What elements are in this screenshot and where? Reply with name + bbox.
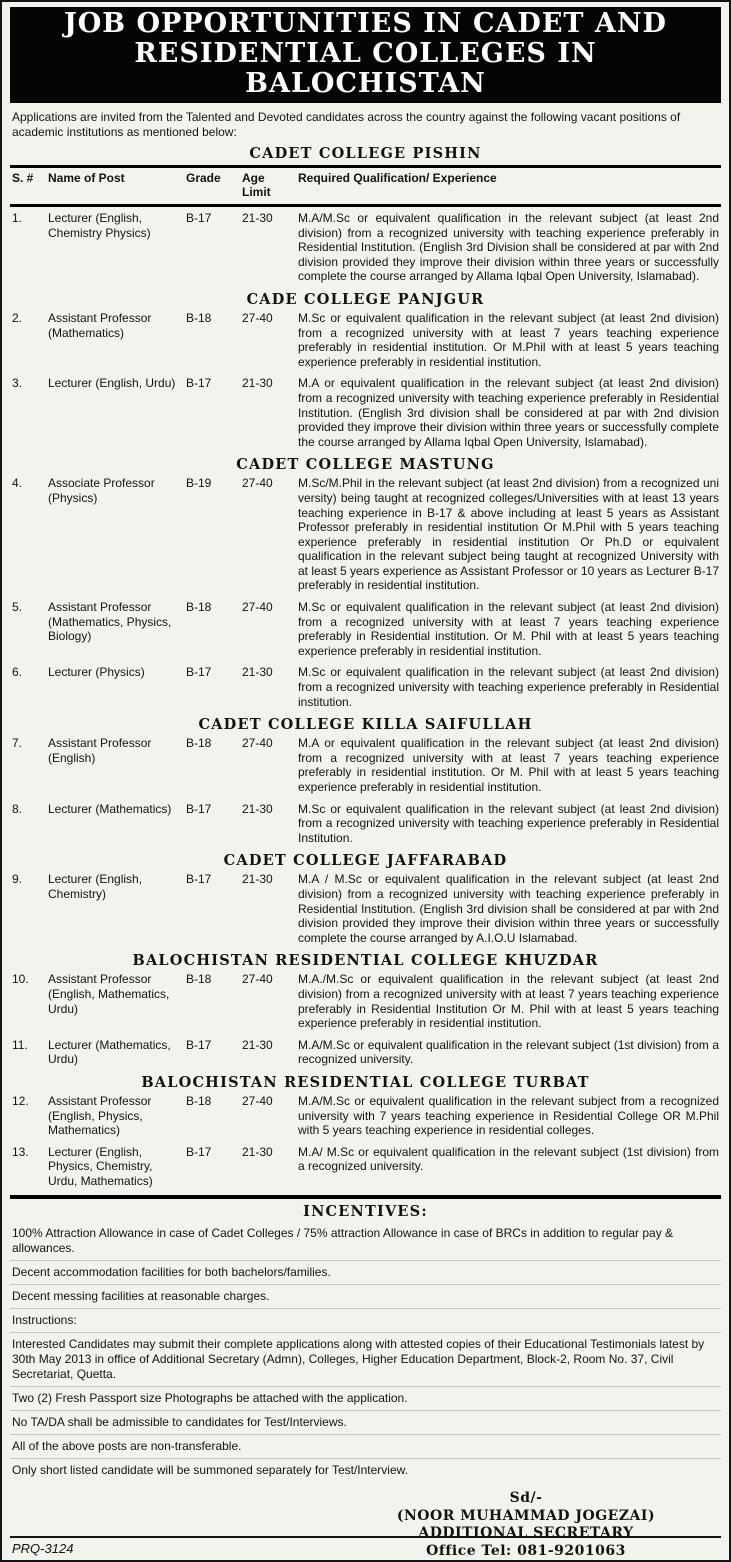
cell-grade: B-18 — [186, 600, 212, 615]
cell-grade: B-18 — [186, 310, 212, 325]
col-header-age: Age Limit — [242, 171, 271, 199]
cell-age: 27-40 — [242, 1093, 273, 1108]
cell-serial: 2. — [12, 310, 23, 325]
section-heading-jaffarabad: CADET COLLEGE JAFFARABAD — [223, 852, 508, 870]
cell-serial: 11. — [12, 1037, 28, 1052]
cell-grade: B-17 — [186, 211, 212, 225]
incentives-section — [10, 1195, 721, 1482]
cell-age: 21-30 — [242, 872, 273, 887]
cell-qualification: M.A or equivalent qualification in the relevant subject (at least 2nd division) from a recognized university with at least 7 years teaching experience preferably in residential institution. Or M. Phil with at least 5 years teaching experience preferably in residential institution. — [298, 736, 719, 794]
cell-qualification: M.Sc/M.Phil in the relevant subject (at least 2nd division) from a recognized uni versity) being taught at recognized colleges/Universities with at least 13 years teaching experience in B-17 & above including at least 5 years as Assistant Professor preferably in residential institution Or M.Phil with 5 years teaching experience preferably in residential institution Or Ph.D or equivalent qualification in the relevant subject being taught at recognized University with at least 5 years experience as Assistant Professor or 10 years as Lecturer B-17 preferably in residential institution. — [298, 476, 719, 593]
table-row — [10, 476, 721, 593]
cell-post: Assistant Professor (Mathematics, Physics, Biology) — [48, 600, 172, 644]
signature-phone: Office Tel: 081-9201063 — [426, 1542, 626, 1559]
cell-age: 27-40 — [242, 736, 273, 751]
cell-grade: B-18 — [186, 972, 212, 987]
footer — [10, 1536, 721, 1556]
cell-grade: B-17 — [186, 665, 212, 680]
section-heading-mastung: CADET COLLEGE MASTUNG — [236, 456, 495, 474]
cell-age: 27-40 — [242, 310, 273, 325]
cell-post: Lecturer (English, Urdu) — [48, 376, 176, 391]
cell-grade: B-17 — [186, 376, 212, 391]
section-heading-pishin: CADET COLLEGE PISHIN — [249, 145, 482, 162]
incentive-item: Decent accommodation facilities for both bachelors/families. — [10, 1260, 721, 1284]
advert-title-bar — [10, 7, 721, 103]
table-row — [10, 211, 721, 284]
col-header-post: Name of Post — [48, 171, 125, 185]
cell-age: 27-40 — [242, 972, 273, 987]
cell-post: Associate Professor (Physics) — [48, 476, 155, 505]
table-row — [10, 1094, 721, 1138]
cell-grade: B-18 — [186, 1093, 212, 1108]
table-row — [10, 802, 721, 846]
incentive-item: Decent messing facilities at reasonable charges. — [10, 1284, 721, 1308]
cell-qualification: M.Sc or equivalent qualification in the relevant subject (at least 2nd division) from a recognized university with at least 7 years teaching experience preferably in residential institution. Or M.Phil with at least 5 years teaching experience preferably in residential institution. — [298, 310, 719, 369]
table-header — [10, 165, 721, 207]
table-row — [10, 311, 721, 369]
cell-serial: 3. — [12, 376, 23, 391]
table-row — [10, 376, 721, 449]
cell-post: Lecturer (English, Chemistry) — [48, 872, 143, 901]
cell-age: 21-30 — [242, 801, 273, 816]
cell-qualification: M.Sc or equivalent qualification in the relevant subject (at least 2nd division) from a recognized university with teaching experience preferably in Residential institution. — [298, 665, 719, 709]
cell-age: 27-40 — [242, 476, 273, 491]
section-heading-panjgur: CADE COLLEGE PANJGUR — [246, 290, 485, 308]
cell-post: Assistant Professor (English) — [48, 736, 152, 765]
cell-serial: 9. — [12, 872, 23, 887]
cell-post: Assistant Professor (English, Mathematics, Urdu) — [48, 972, 170, 1016]
cell-grade: B-18 — [186, 736, 212, 751]
cell-qualification: M.A/ M.Sc or equivalent qualification in the relevant subject (1st division) from a recognized university. — [298, 1144, 719, 1174]
incentive-item: 100% Attraction Allowance in case of Cadet Colleges / 75% attraction Allowance in case of BRCs in addition to regular pay & allowances. — [12, 1226, 674, 1256]
cell-grade: B-19 — [186, 476, 212, 491]
cell-grade: B-17 — [186, 801, 212, 816]
cell-qualification: M.A / M.Sc or equivalent qualification in the relevant subject (at least 2nd division) from a recognized university with teaching experience preferably in Residential Institution. (English 3rd division shall be considered at par with 2nd division provided they improve their division within three years or successfully complete the course arranged by A.I.O.U Islamabad. — [298, 872, 719, 945]
incentive-item: Two (2) Fresh Passport size Photographs be attached with the application. — [10, 1386, 721, 1410]
table-row — [10, 1145, 721, 1189]
signature-name: (NOOR MUHAMMAD JOGEZAI) — [396, 1507, 656, 1524]
cell-grade: B-17 — [186, 872, 212, 887]
table-row — [10, 736, 721, 794]
cell-post: Lecturer (English, Chemistry Physics) — [48, 211, 151, 240]
cell-post: Assistant Professor (English, Physics, Mathematics) — [48, 1093, 152, 1138]
cell-grade: B-17 — [186, 1144, 212, 1159]
cell-serial: 13. — [12, 1144, 29, 1159]
incentive-item: Interested Candidates may submit their complete applications along with attested copies of their Educational Testimonials latest by 30th May 2013 in office of Additional Secretary (Admn), Colleges, Higher Education Department, Block-2, Room No. 37, Civil Secretariat, Quetta. — [10, 1332, 721, 1386]
title-line-2: RESIDENTIAL COLLEGES IN BALOCHISTAN — [134, 38, 597, 99]
col-header-serial: S. # — [12, 171, 34, 185]
incentive-item: Instructions: — [10, 1308, 721, 1332]
cell-qualification: M.Sc or equivalent qualification in the relevant subject (at least 2nd division) from a recognized university with teaching experience preferably in Residential Institution. — [298, 801, 719, 845]
cell-age: 21-30 — [242, 665, 273, 680]
cell-grade: B-17 — [186, 1037, 212, 1052]
cell-post: Lecturer (Mathematics, Urdu) — [48, 1037, 171, 1067]
cell-serial: 8. — [12, 801, 23, 816]
cell-qualification: M.A or equivalent qualification in the relevant subject (at least 2nd division) from a recognized university with teaching experience preferably in Residential Institution. (English 3rd division shall be considered at par with 2nd division provided they improve their division within three years or successfully complete the course arranged by Allama Iqbal Open University, Islamabad). — [298, 376, 719, 449]
section-heading-killa-saifullah: CADET COLLEGE KILLA SAIFULLAH — [198, 716, 533, 734]
cell-qualification: M.A/M.Sc or equivalent qualification in the relevant subject (1st division) from a recognized university. — [298, 1037, 719, 1067]
cell-qualification: M.Sc or equivalent qualification in the relevant subject (at least 2nd division) from a recognized university with at least 7 years teaching experience preferably in Residential institution. Or M. Phil with at least 5 years teaching experience preferably in residential institution. — [298, 600, 719, 658]
incentives-heading: INCENTIVES: — [303, 1203, 428, 1221]
cell-serial: 7. — [12, 736, 23, 751]
section-heading-khuzdar: BALOCHISTAN RESIDENTIAL COLLEGE KHUZDAR — [132, 952, 599, 970]
cell-qualification: M.A/M.Sc or equivalent qualification in the relevant subject from a recognized university with 7 years teaching experience in Residential College OR M.Phil with 5 years teaching experience in residential colleges. — [298, 1093, 719, 1138]
cell-age: 21-30 — [242, 1037, 273, 1052]
cell-age: 21-30 — [242, 1144, 273, 1159]
col-header-grade: Grade — [186, 171, 221, 185]
table-row — [10, 600, 721, 658]
table-row — [10, 872, 721, 945]
table-row — [10, 1038, 721, 1067]
cell-serial: 12. — [12, 1093, 29, 1108]
incentive-item: No TA/DA shall be admissible to candidates for Test/Interviews. — [10, 1410, 721, 1434]
cell-serial: 6. — [12, 665, 23, 680]
cell-qualification: M.A./M.Sc or equivalent qualification in the relevant subject (at least 2nd division) from a recognized university with at least 7 years teaching experience preferably in Residential Institution Or M. Phil with at least 5 years teaching experience preferably in residential institution. — [298, 972, 719, 1031]
table-row — [10, 665, 721, 709]
cell-post: Lecturer (Physics) — [48, 665, 145, 680]
cell-post: Lecturer (Mathematics) — [48, 801, 172, 816]
cell-post: Assistant Professor (Mathematics) — [48, 310, 152, 340]
cell-qualification: M.A/M.Sc or equivalent qualification in the relevant subject (at least 2nd division) from a recognized university with teaching experience preferably in Residential Institution. (English 3rd Division shall be considered at par with 2nd division provided they improve their division within three years or successfully complete the course arranged by Allama Iqbal Open University, Islamabad). — [298, 211, 719, 284]
incentive-item: Only short listed candidate will be summoned separately for Test/Interview. — [10, 1458, 721, 1482]
signature-sd: Sd/- — [509, 1490, 543, 1507]
reference-number: PRQ-3124 — [12, 1541, 74, 1556]
cell-age: 27-40 — [242, 600, 273, 615]
cell-post: Lecturer (English, Physics, Chemistry, Urdu, Mathematics) — [48, 1144, 153, 1188]
cell-serial: 4. — [12, 476, 23, 491]
cell-age: 21-30 — [242, 211, 273, 225]
incentive-item: All of the above posts are non-transferable. — [10, 1434, 721, 1458]
title-line-1: JOB OPPORTUNITIES IN CADET AND — [64, 8, 667, 39]
col-header-qualification: Required Qualification/ Experience — [298, 171, 497, 185]
signature-designation: ADDITIONAL SECRETARY — [418, 1525, 634, 1542]
table-row — [10, 972, 721, 1030]
intro-text: Applications are invited from the Talented and Devoted candidates across the country against the following vacant positions of academic institutions as mentioned below: — [12, 110, 681, 139]
cell-serial: 5. — [12, 600, 23, 615]
cell-age: 21-30 — [242, 376, 273, 391]
cell-serial: 10. — [12, 972, 29, 987]
section-heading-turbat: BALOCHISTAN RESIDENTIAL COLLEGE TURBAT — [141, 1073, 590, 1091]
cell-serial: 1. — [12, 211, 23, 225]
